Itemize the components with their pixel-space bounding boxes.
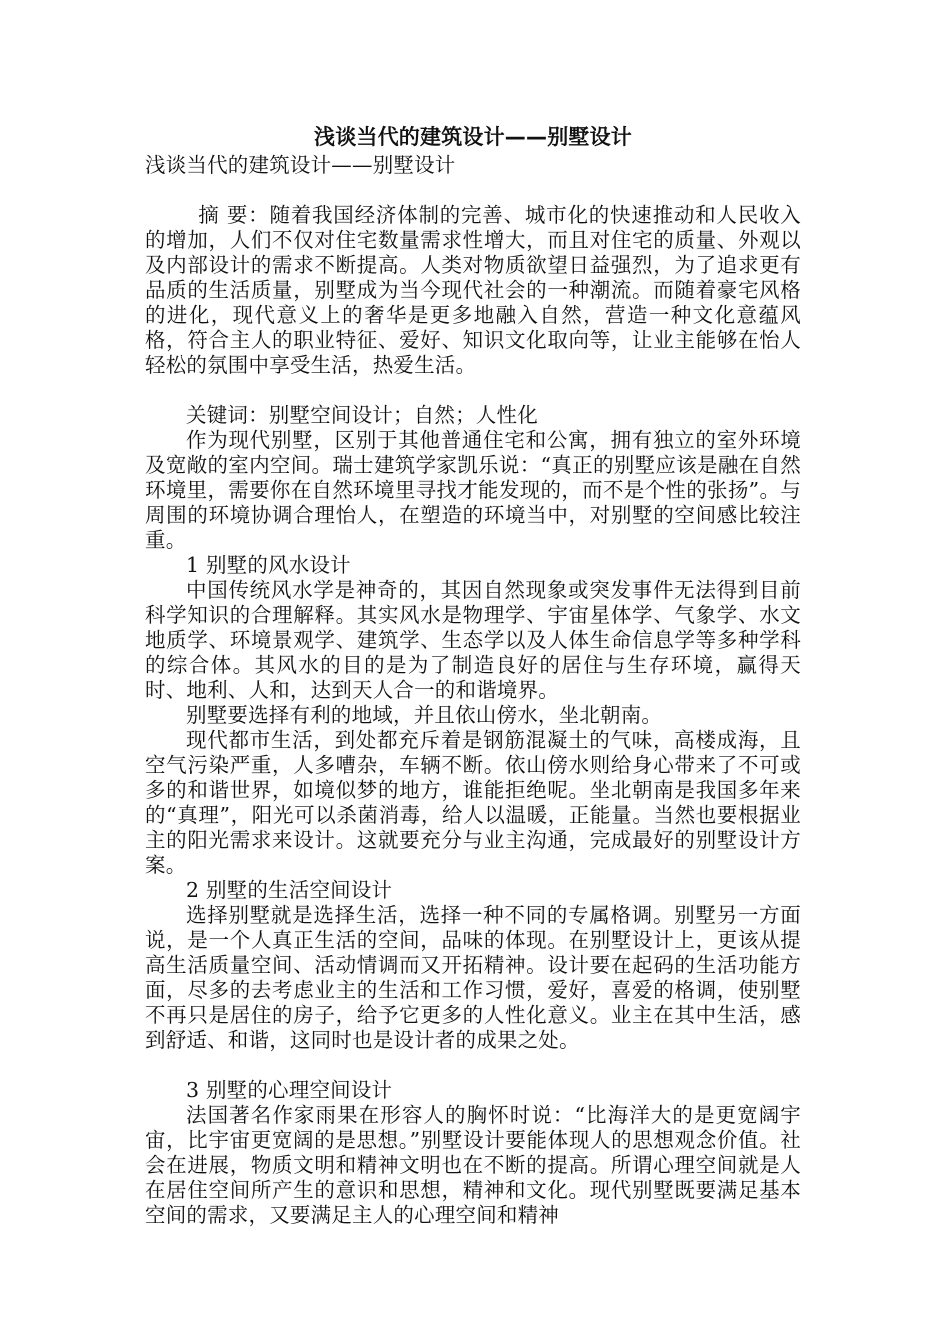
paragraph: 别墅要选择有利的地域，并且依山傍水，坐北朝南。 (186, 703, 663, 727)
blank-line (145, 178, 801, 203)
abstract-paragraph: 摘 要：随着我国经济体制的完善、城市化的快速推动和人民收入的增加，人们不仅对住宅数量需求性增大，而且对住宅的质量、外观以及内部设计的需求不断提高。人类对物质欲望日益强烈，为了追求更有品质的生活质量，别墅成为当今现代社会的一种潮流。而随着豪宅风格的进化，现代意义上的奢华是更多地融入自然，营造一种文化意蕴风格，符合主人的职业特征、爱好、知识文化取向等，让业主能够在怡人轻松的氛围中享受生活，热爱生活。 (145, 203, 801, 377)
intro-paragraph: 作为现代别墅，区别于其他普通住宅和公寓，拥有独立的室外环境及宽敞的室内空间。瑞士建筑学家凯乐说：“真正的别墅应该是融在自然环境里，需要你在自然环境里寻找才能发现的，而不是个性的张扬”。与周围的环境协调合理怡人，在塑造的环境当中，对别墅的空间感比较注重。 (145, 428, 801, 552)
blank-line (145, 1053, 801, 1078)
paragraph: 法国著名作家雨果在形容人的胸怀时说：“比海洋大的是更宽阔宇宙，比宇宙更宽阔的是思想。”别墅设计要能体现人的思想观念价值。社会在进展，物质文明和精神文明也在不断的提高。所谓心理空间就是人在居住空间所产生的意识和思想，精神和文化。现代别墅既要满足基本空间的需求，又要满足主人的心理空间和精神 (145, 1103, 801, 1227)
section-heading-psychological-space: 3 别墅的心理空间设计 (186, 1078, 393, 1102)
paragraph: 现代都市生活，到处都充斥着是钢筋混凝土的气味，高楼成海，且空气污染严重，人多嘈杂，车辆不断。依山傍水则给身心带来了不可或多的和谐世界，如境似梦的地方，谁能拒绝呢。坐北朝南是我国多年来的“真理”，阳光可以杀菌消毒，给人以温暖，正能量。当然也要根据业主的阳光需求来设计。这就要充分与业主沟通，完成最好的别墅设计方案。 (145, 728, 801, 877)
paragraph: 选择别墅就是选择生活，选择一种不同的专属格调。别墅另一方面说，是一个人真正生活的空间，品味的体现。在别墅设计上，更该从提高生活质量空间、活动情调而又开拓精神。设计要在起码的生活功能方面，尽多的去考虑业主的生活和工作习惯，爱好，喜爱的格调，使别墅不再只是居住的房子，给予它更多的人性化意义。业主在其中生活，感到舒适、和谐，这同时也是设计者的成果之处。 (145, 903, 801, 1052)
document-subtitle: 浅谈当代的建筑设计——别墅设计 (145, 153, 456, 177)
paragraph: 中国传统风水学是神奇的，其因自然现象或突发事件无法得到目前科学知识的合理解释。其实风水是物理学、宇宙星体学、气象学、水文地质学、环境景观学、建筑学、生态学以及人体生命信息学等多种学科的综合体。其风水的目的是为了制造良好的居住与生存环境，赢得天时、地利、人和，达到天人合一的和谐境界。 (145, 578, 801, 702)
section-heading-living-space: 2 别墅的生活空间设计 (186, 878, 393, 902)
document-title: 浅谈当代的建筑设计——别墅设计 (314, 125, 632, 149)
keywords-line: 关键词：别墅空间设计；自然；人性化 (186, 403, 538, 427)
blank-line (145, 378, 801, 403)
document-page (145, 118, 801, 1228)
section-heading-feng-shui: 1 别墅的风水设计 (186, 553, 351, 577)
